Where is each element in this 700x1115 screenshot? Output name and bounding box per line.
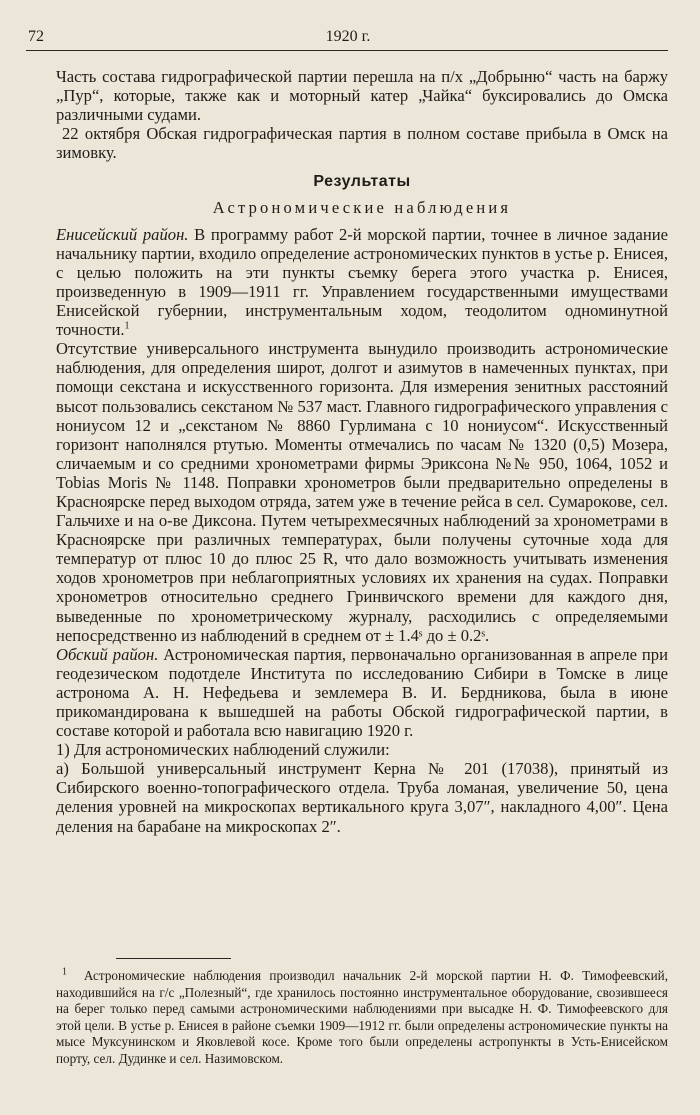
main-text — [56, 67, 668, 836]
running-header — [28, 28, 668, 50]
footnote — [56, 968, 668, 1068]
footnote-mark: 1 — [62, 966, 67, 978]
paragraph-ob — [56, 645, 668, 740]
paragraph-ob-lead: Обский район. — [56, 644, 159, 664]
page-number: 72 — [28, 28, 44, 45]
paragraph-ob-text: Астрономическая партия, первоначально организованная в апреле при геодезическом подотделе Института по исследованию Сибири в Томске в лице астронома А. Н. Нефедьева и землемера В. И. Бердникова, была в июне прикомандирована к вышедшей на работы Обской гидрографической партии, в составе которой и работала всю навигацию 1920 г. — [56, 644, 668, 741]
header-rule — [26, 50, 668, 51]
paragraph-yenisei — [56, 225, 668, 340]
footnote-rule — [116, 958, 231, 959]
paragraph-list-heading: 1) Для астрономических наблюдений служили: — [56, 740, 390, 760]
paragraph-yenisei-text: В программу работ 2-й морской партии, точнее в личное задание начальнику партии, входило определение астрономических пунктов в устье р. Енисея, с целью положить на эти пункты съемку берега этого участка р. Енисея, произведенную в 1909—1911 гг. Управлением государственными имуществами Енисейской губернии, инструментальным ходом, теодолитом одноминутной точности. — [56, 224, 668, 340]
intro-paragraph-2: 22 октября Обская гидрографическая партия в полном составе прибыла в Омск на зимовку. — [56, 124, 668, 163]
paragraph-list-item-a: а) Большой универсальный инструмент Керна № 201 (17038), принятый из Сибирского военно-топографического отдела. Труба ломаная, увеличение 50, цена деления уровней на микроскопах вертикального круга 3,07″, накладного 4,00″. Цена деления на барабане на микроскопах 2″. — [56, 759, 668, 836]
footnote-ref: 1 — [124, 320, 130, 332]
footnote-text: Астрономические наблюдения производил начальник 2-й морской партии Н. Ф. Тимофеевский, находившийся на г/с „Полезный“, где хранилось постоянно инструментальное оборудование, свозившееся на берег только перед самыми астрономическими наблюдениями при высадке Н. Ф. Тимофеевского для этой цели. В устье р. Енисея в районе съемки 1909—1912 гг. были определены астрономические пункты на мысе Муксунинском и Яковлевой косе. Кроме того были определены астропункты в Усть-Енисейском порту, сел. Дудинке и сел. Назимовском. — [56, 968, 669, 1066]
subsection-title: Астрономические наблюдения — [212, 197, 512, 217]
paragraph-yenisei-lead: Енисейский район. — [56, 224, 189, 244]
intro-paragraph-1: Часть состава гидрографической партии перешла на п/х „Добрыню“ часть на баржу „Пур“, которые, также как и моторный катер „Чайка“ буксировались до Омска различными судами. — [56, 67, 668, 125]
running-header-year: 1920 г. — [325, 28, 371, 45]
section-title: Результаты — [313, 173, 411, 191]
paragraph-instruments: Отсутствие универсального инструмента вынудило производить астрономические наблюдения, для определения широт, долгот и азимутов в намеченных пунктах, при помощи секстана и искусственного горизонта. Для измерения зенитных расстояний высот пользовались секстаном № 537 маст. Главного гидрографического управления с нониусом 12 и „секстаном № 8860 Гурлимана с 10 нониусом“. Искусственный горизонт наполнялся ртутью. Моменты отмечались по часам № 1320 (0,5) Мозера, сличаемым и со средними хронометрами фирмы Эриксона №№ 950, 1064, 1052 и Tobias Moris № 1148. Поправки хронометров были предварительно определены в Красноярске перед выходом отряда, затем уже в течение рейса в сел. Сумарокове, сел. Гальчихе и на о-ве Диксона. Путем четырехмесячных наблюдений за хронометрами в Красноярске при различных температурах, были получены суточные хода для температур от плюс 10 до плюс 25 R, что дало возможность учитывать изменения ходов хронометров при неблагоприятных условиях их хранения на судах. Поправки хронометров относительно среднего Гринвичского времени для каждого дня, выведенные по хронометрическому журналу, расходились с определяемыми непосредственно из наблюдений в среднем от ± 1.4ˢ до ± 0.2ˢ. — [56, 339, 668, 645]
